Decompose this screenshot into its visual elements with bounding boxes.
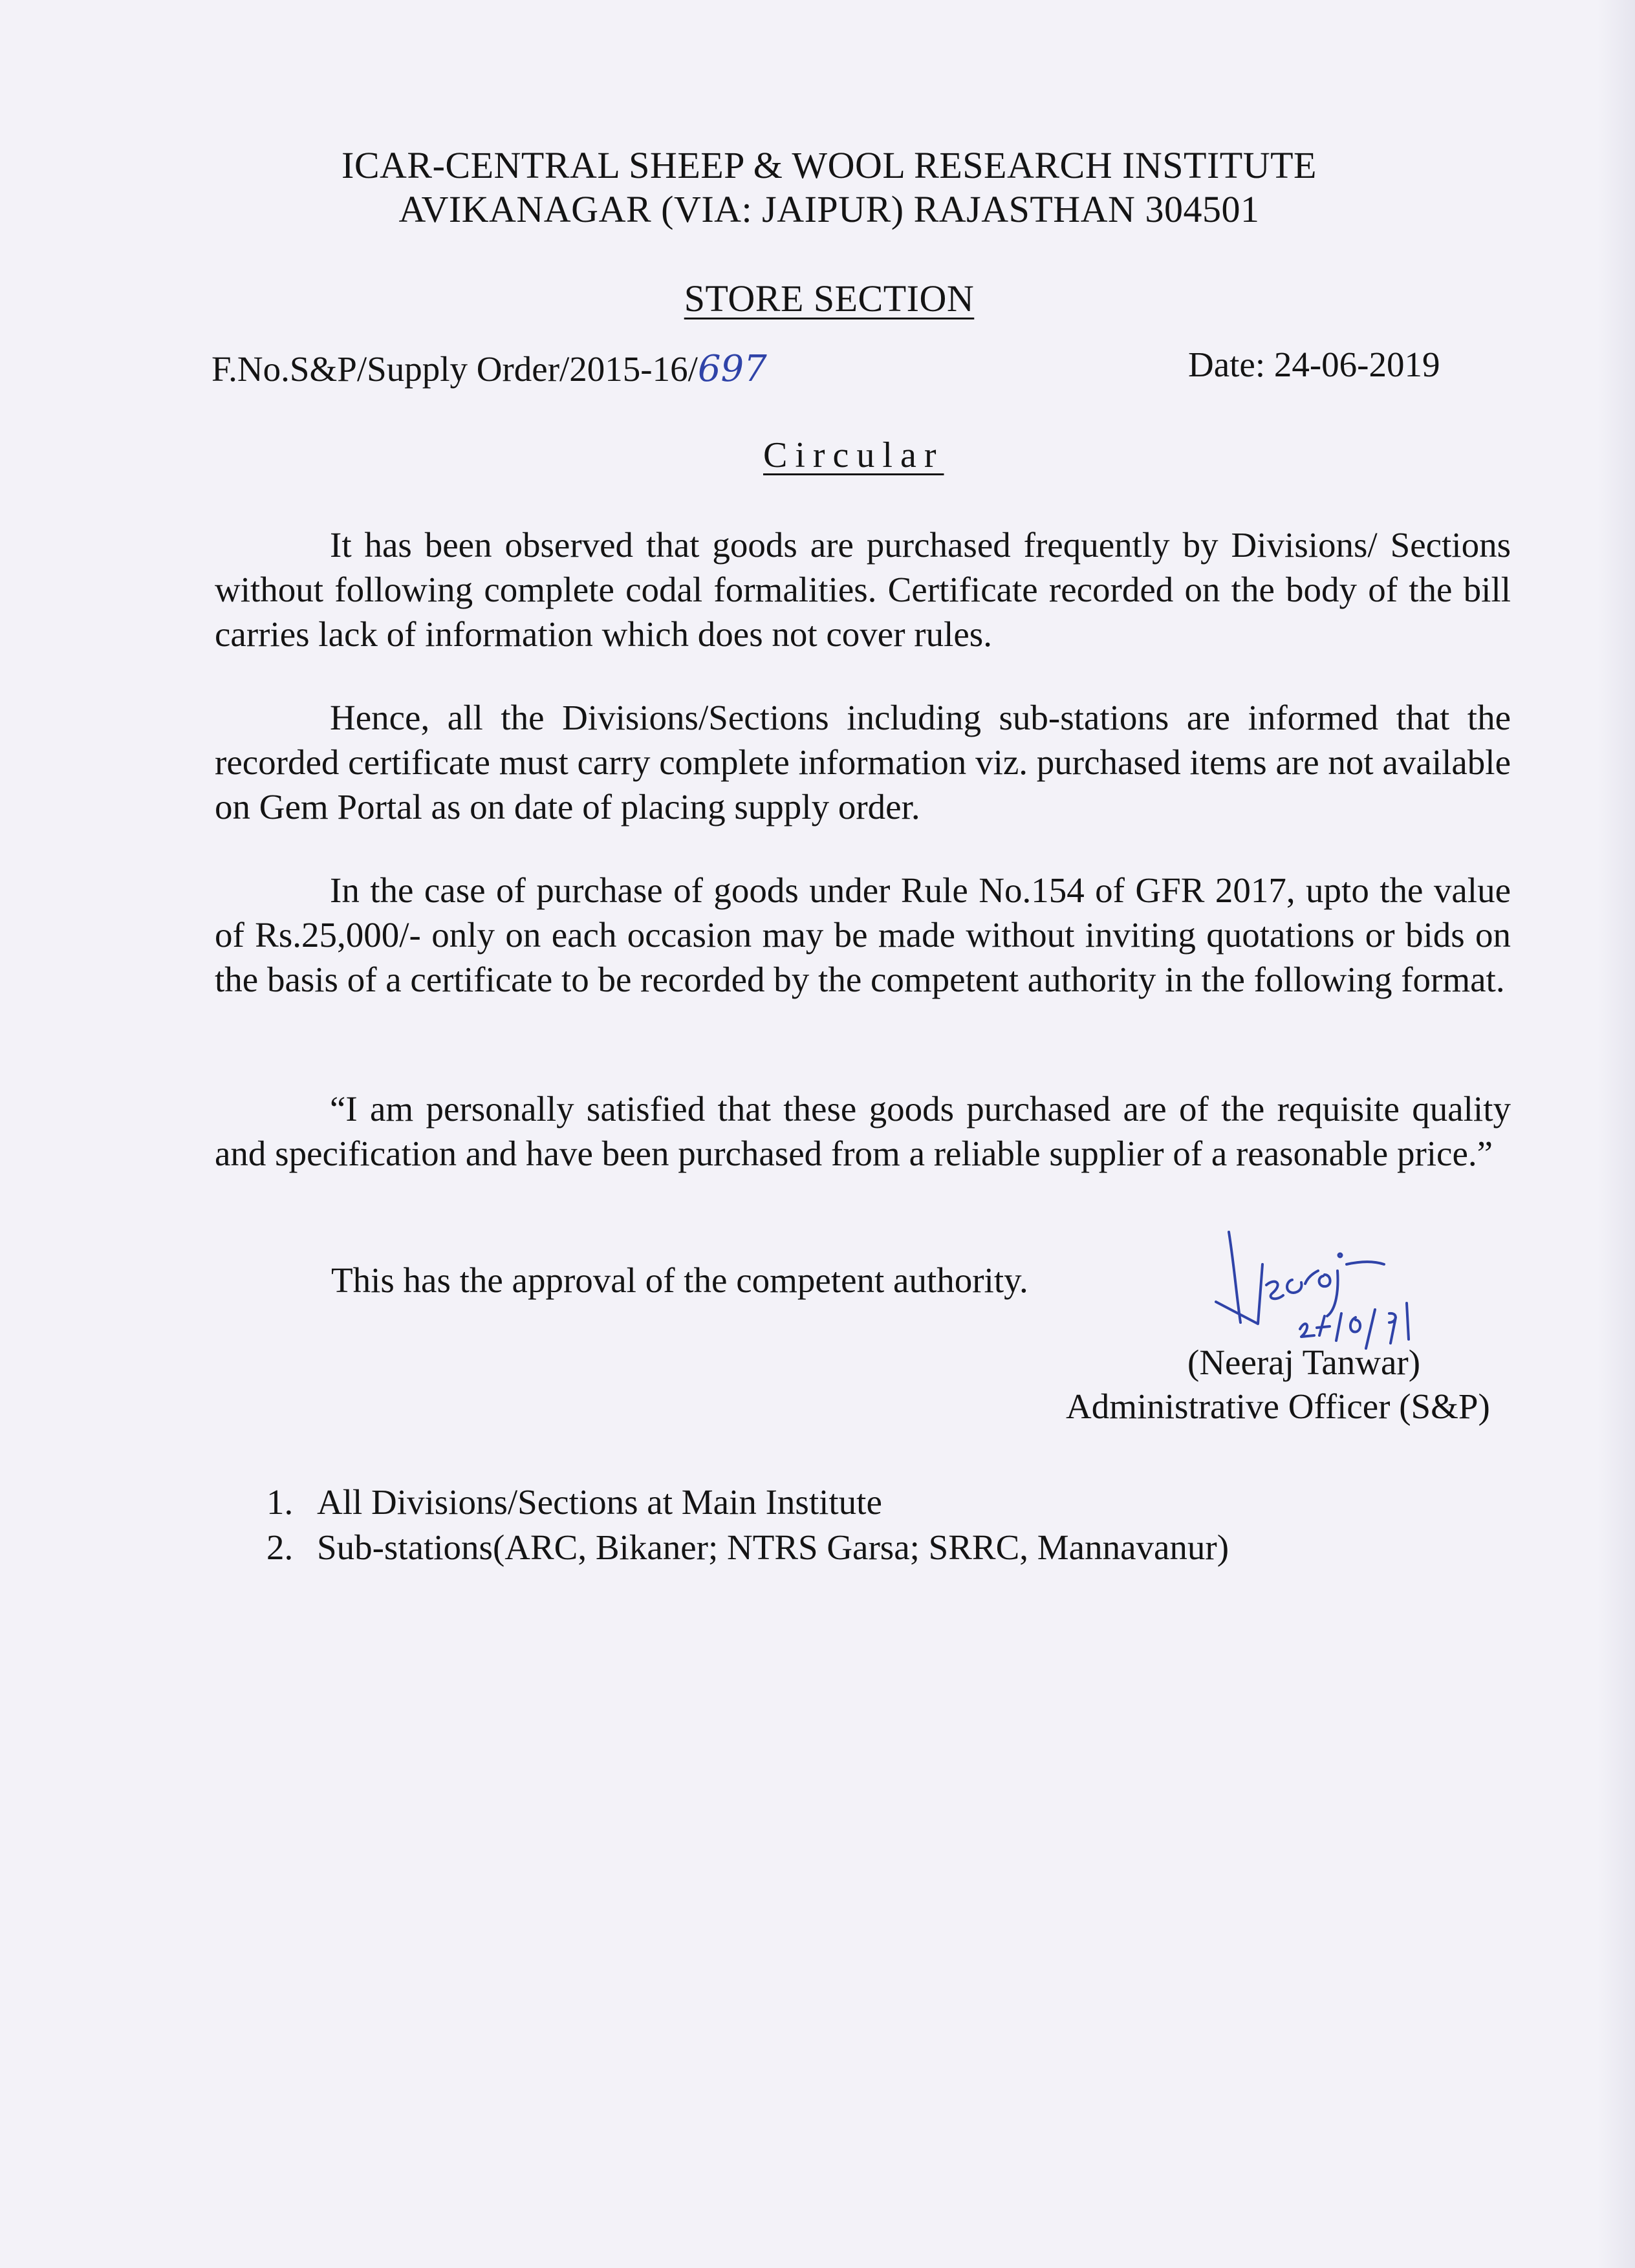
institute-address: AVIKANAGAR (VIA: JAIPUR) RAJASTHAN 304501 (398, 188, 1260, 230)
handwritten-signature (1203, 1226, 1436, 1355)
paragraph-3 (215, 868, 1511, 1002)
certificate-quote-text: “I am personally satisfied that these goods purchased are of the requisite quality and specification and have been purchased from a reliable supplier of a reasonable price.” (215, 1089, 1511, 1173)
list-item-text: All Divisions/Sections at Main Institute (317, 1482, 882, 1522)
approval-statement: This has the approval of the competent authority. (331, 1260, 1028, 1300)
paragraph-3-text: In the case of purchase of goods under Rule No.154 of GFR 2017, upto the value of Rs.25,000/- only on each occasion may be made without inviting quotations or bids on the basis of a certificate to be recorded by the competent authority in the following format. (215, 870, 1511, 999)
list-item (266, 1525, 1229, 1570)
certificate-quote (215, 1086, 1511, 1176)
signatory-designation: Administrative Officer (S&P) (1066, 1387, 1490, 1426)
circular-title: Circular (763, 435, 944, 475)
file-number (211, 348, 767, 390)
paragraph-2-text: Hence, all the Divisions/Sections including sub-stations are informed that the recorded certificate must carry complete information viz. purchased items are not available on Gem Portal as on date of placing supply order. (215, 698, 1511, 826)
section-heading: STORE SECTION (684, 277, 975, 319)
paragraph-1-text: It has been observed that goods are purchased frequently by Divisions/ Sections without following complete codal formalities. Certificate recorded on the body of the bill carries lack of information which does not cover rules. (215, 525, 1511, 654)
signatory-name: (Neeraj Tanwar) (1187, 1343, 1421, 1382)
circular-date: Date: 24-06-2019 (1188, 345, 1440, 384)
list-item-number: 2. (266, 1528, 294, 1567)
distribution-list (266, 1480, 1229, 1570)
list-item-text: Sub-stations(ARC, Bikaner; NTRS Garsa; SRRC, Mannavanur) (317, 1528, 1229, 1567)
paragraph-2 (215, 695, 1511, 829)
list-item (266, 1480, 1229, 1525)
page-edge-shadow (1597, 0, 1635, 2268)
list-item-number: 1. (266, 1482, 294, 1522)
paragraph-1 (215, 523, 1511, 656)
file-number-text: F.No.S&P/Supply Order/2015-16/ (211, 349, 698, 389)
handwritten-file-number: 697 (697, 348, 767, 390)
institute-name: ICAR-CENTRAL SHEEP & WOOL RESEARCH INSTITUTE (341, 144, 1317, 186)
